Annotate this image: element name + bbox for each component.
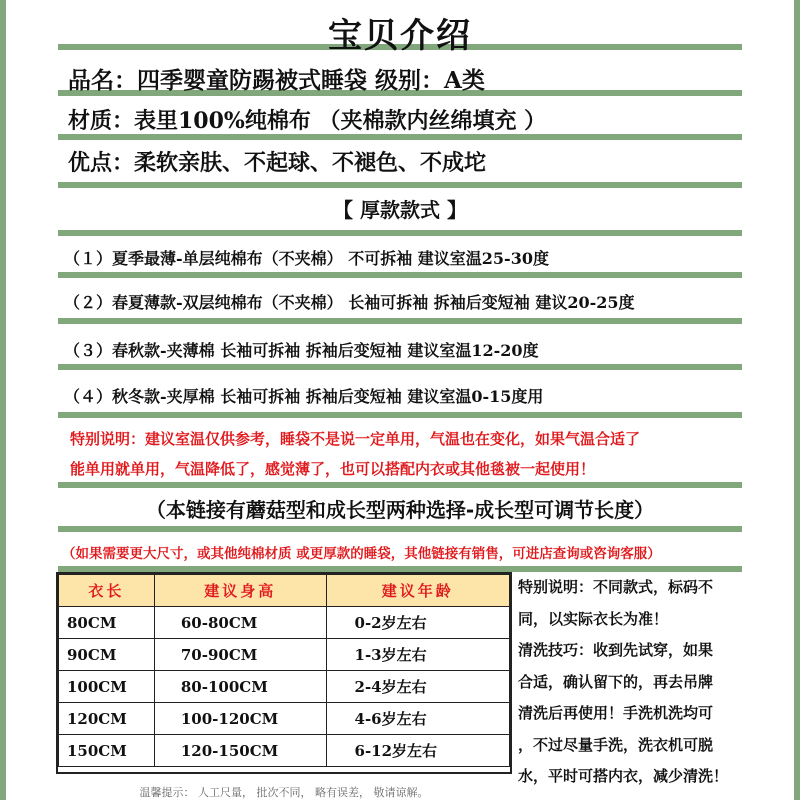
table-row (59, 671, 510, 703)
table-cell: 80CM (59, 607, 155, 639)
side-note-line: ，不过尽量手洗，洗衣机可脱 (518, 735, 714, 754)
table-row (59, 703, 510, 735)
divider (58, 364, 742, 370)
material-line: 材质：表里100%纯棉布 （夹棉款内丝绵填充 ） (68, 108, 547, 134)
special-note: 特别说明：建议室温仅供参考，睡袋不是说一定单用，气温也在变化，如果气温合适了 (70, 430, 641, 448)
table-cell: 120CM (59, 703, 155, 735)
table-cell: 100CM (59, 671, 155, 703)
divider (58, 272, 742, 278)
link-note: （本链接有蘑菇型和成长型两种选择-成长型可调节长度） (145, 498, 655, 522)
divider (58, 182, 742, 188)
page-title: 宝贝介绍 (328, 16, 472, 56)
more-sizes-note: （如果需要更大尺寸，或其他纯棉材质 或更厚款的睡袋，其他链接有销售，可进店查询或咨询客服） (62, 546, 661, 562)
side-note-line: 特别说明：不同款式，标码不 (518, 578, 714, 596)
table-cell: 4-6岁左右 (326, 703, 509, 735)
advantage-line: 优点：柔软亲肤、不起球、不褪色、不成坨 (68, 150, 487, 176)
divider (58, 482, 742, 488)
table-cell: 120-150CM (154, 735, 326, 767)
product-name-line: 品名：四季婴童防踢被式睡袋 级别：A类 (68, 67, 485, 94)
special-note: 能单用就单用，气温降低了，感觉薄了，也可以搭配内衣或其他毯被一起使用！ (70, 460, 596, 478)
table-cell: 100-120CM (154, 703, 326, 735)
side-note-line: 清洗后再使用！手洗机洗均可 (518, 704, 714, 722)
style-option: （４）秋冬款-夹厚棉 长袖可拆袖 拆袖后变短袖 建议室温0-15度用 (64, 387, 544, 406)
table-cell: 60-80CM (154, 607, 326, 639)
side-note-line: 同，以实际衣长为准！ (518, 609, 669, 628)
table-cell: 150CM (59, 735, 155, 767)
style-heading: 【 厚款款式 】 (333, 198, 467, 222)
divider (58, 318, 742, 324)
table-cell: 90CM (59, 639, 155, 671)
style-option: （２）春夏薄款-双层纯棉布（不夹棉） 长袖可拆袖 拆袖后变短袖 建议20-25度 (64, 293, 635, 312)
side-notes (518, 572, 768, 793)
column-header: 衣长 (59, 575, 155, 607)
side-note-line: 水，平时可搭内衣，减少清洗！ (518, 767, 729, 785)
measurement-footnote: 温馨提示： 人工尺量， 批次不同， 略有误差， 敬请谅解。 (139, 786, 429, 799)
table-row (59, 607, 510, 639)
divider (58, 230, 742, 236)
table-cell: 80-100CM (154, 671, 326, 703)
style-option: （１）夏季最薄-单层纯棉布（不夹棉） 不可拆袖 建议室温25-30度 (64, 249, 549, 268)
table-row (59, 639, 510, 671)
table-row (59, 735, 510, 767)
table-cell: 0-2岁左右 (326, 607, 509, 639)
style-option: （３）春秋款-夹薄棉 长袖可拆袖 拆袖后变短袖 建议室温12-20度 (64, 341, 539, 360)
side-note-line: 合适，确认留下的，再去吊牌 (518, 672, 714, 691)
divider (58, 526, 742, 532)
table-cell: 2-4岁左右 (326, 671, 509, 703)
divider (58, 412, 742, 418)
table-cell: 1-3岁左右 (326, 639, 509, 671)
table-cell: 6-12岁左右 (326, 735, 509, 767)
side-note-line: 清洗技巧：收到先试穿，如果 (518, 641, 714, 659)
column-header: 建议年龄 (326, 575, 509, 607)
table-header-row (59, 575, 510, 607)
size-table (58, 574, 510, 767)
table-cell: 70-90CM (154, 639, 326, 671)
column-header: 建议身高 (154, 575, 326, 607)
